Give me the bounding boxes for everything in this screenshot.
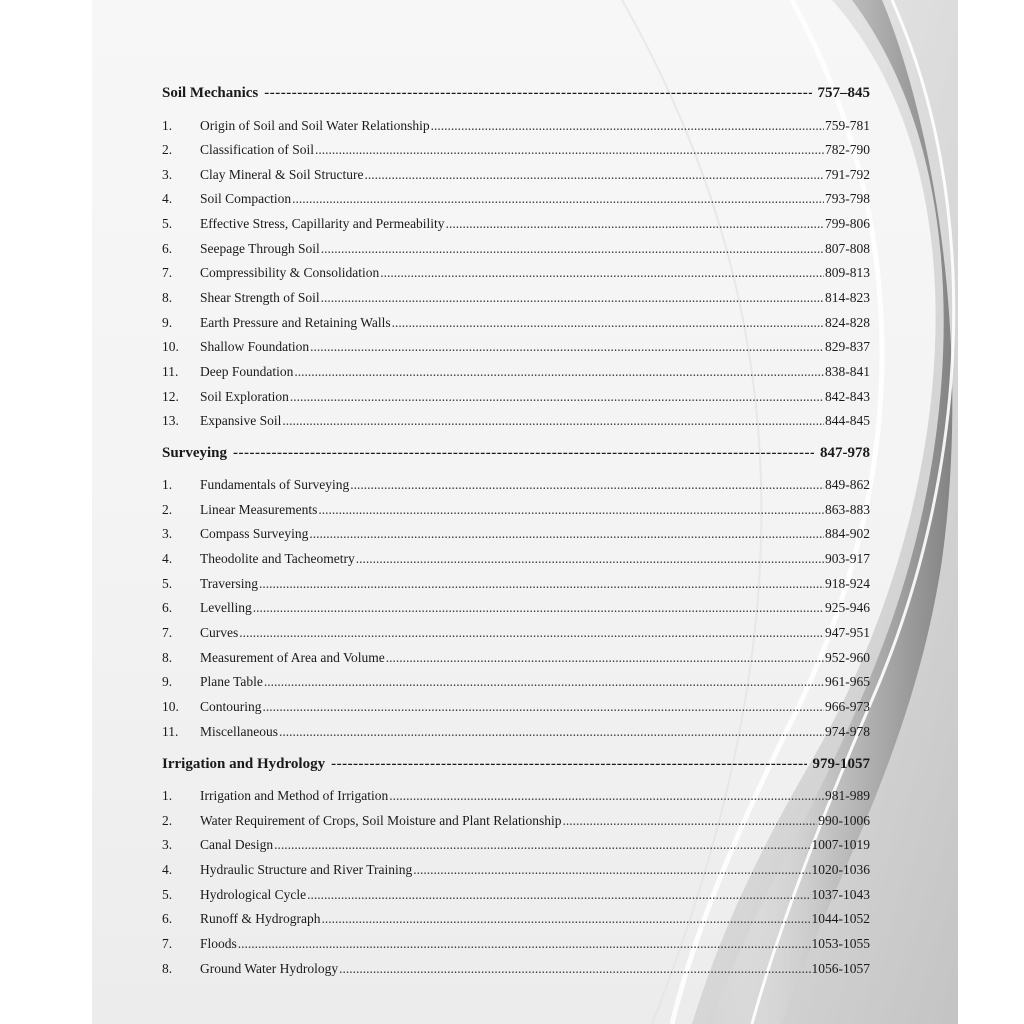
section-title: Soil Mechanics — [162, 85, 259, 101]
entry-pages: 974-978 — [825, 724, 870, 739]
dot-leader — [274, 836, 810, 853]
toc-entry — [162, 141, 870, 158]
toc-entry — [162, 599, 870, 616]
toc-entry — [162, 649, 870, 666]
toc-entry — [162, 363, 870, 380]
entry-pages: 814-823 — [825, 290, 870, 305]
dash-leader — [264, 84, 811, 102]
entry-pages: 925-946 — [825, 600, 870, 615]
dot-leader — [315, 141, 824, 158]
entry-number: 3. — [162, 167, 173, 182]
dot-leader — [290, 388, 824, 405]
toc-entry — [162, 935, 870, 952]
toc-entry — [162, 836, 870, 853]
entry-title: Runoff & Hydrograph — [200, 911, 321, 926]
toc-entry — [162, 550, 870, 567]
entry-number: 1. — [162, 118, 173, 133]
entry-title: Traversing — [200, 576, 259, 591]
toc-entry — [162, 673, 870, 690]
entry-number: 1. — [162, 788, 173, 803]
entry-pages: 1020-1036 — [811, 862, 870, 877]
entry-title: Plane Table — [200, 674, 263, 689]
entry-title: Classification of Soil — [200, 142, 314, 157]
entry-number: 6. — [162, 241, 173, 256]
dot-leader — [292, 190, 824, 207]
toc-entry — [162, 501, 870, 518]
dot-leader — [253, 599, 824, 616]
entry-title: Curves — [200, 625, 239, 640]
entry-number: 3. — [162, 526, 173, 541]
entry-pages: 1053-1055 — [811, 936, 870, 951]
entry-number: 2. — [162, 502, 173, 517]
dot-leader — [318, 501, 824, 518]
dot-leader — [321, 240, 824, 257]
toc-entry — [162, 412, 870, 429]
entry-pages: 791-792 — [825, 167, 870, 182]
section-heading — [162, 84, 870, 102]
entry-number: 11. — [162, 364, 179, 379]
dot-leader — [310, 338, 824, 355]
entry-pages: 990-1006 — [818, 813, 870, 828]
entry-number: 4. — [162, 551, 173, 566]
dot-leader — [380, 264, 824, 281]
entry-number: 8. — [162, 961, 173, 976]
entry-number: 7. — [162, 936, 173, 951]
entry-pages: 759-781 — [825, 118, 870, 133]
entry-pages: 884-902 — [825, 526, 870, 541]
dot-leader — [350, 476, 824, 493]
entry-pages: 799-806 — [825, 216, 870, 231]
dot-leader — [263, 698, 824, 715]
entry-pages: 809-813 — [825, 265, 870, 280]
dot-leader — [356, 550, 824, 567]
section-title: Irrigation and Hydrology — [162, 756, 326, 772]
entry-title: Clay Mineral & Soil Structure — [200, 167, 364, 182]
entry-title: Compressibility & Consolidation — [200, 265, 380, 280]
dot-leader — [389, 787, 824, 804]
toc-entry — [162, 314, 870, 331]
entry-pages: 807-808 — [825, 241, 870, 256]
entry-number: 10. — [162, 699, 179, 714]
entry-pages: 829-837 — [825, 339, 870, 354]
entry-pages: 1044-1052 — [811, 911, 870, 926]
toc-entry — [162, 812, 870, 829]
entry-title: Theodolite and Tacheometry — [200, 551, 355, 566]
entry-pages: 981-989 — [825, 788, 870, 803]
entry-pages: 838-841 — [825, 364, 870, 379]
entry-title: Origin of Soil and Soil Water Relationship — [200, 118, 430, 133]
dot-leader — [386, 649, 824, 666]
entry-number: 7. — [162, 625, 173, 640]
entry-title: Miscellaneous — [200, 724, 278, 739]
entry-number: 4. — [162, 862, 173, 877]
entry-number: 5. — [162, 216, 173, 231]
toc-entry — [162, 886, 870, 903]
entry-title: Floods — [200, 936, 237, 951]
entry-title: Effective Stress, Capillarity and Permeability — [200, 216, 445, 231]
entry-number: 2. — [162, 813, 173, 828]
entry-title: Contouring — [200, 699, 262, 714]
toc-entry — [162, 525, 870, 542]
dash-leader — [233, 444, 814, 462]
entry-number: 9. — [162, 674, 173, 689]
entry-title: Earth Pressure and Retaining Walls — [200, 315, 391, 330]
dot-leader — [446, 215, 824, 232]
entry-pages: 844-845 — [825, 413, 870, 428]
entry-title: Levelling — [200, 600, 252, 615]
toc-entry — [162, 624, 870, 641]
entry-pages: 961-965 — [825, 674, 870, 689]
entry-pages: 1056-1057 — [811, 961, 870, 976]
toc-entry — [162, 960, 870, 977]
dot-leader — [431, 117, 824, 134]
toc-entry — [162, 861, 870, 878]
entry-pages: 918-924 — [825, 576, 870, 591]
entry-title: Linear Measurements — [200, 502, 318, 517]
section-pages: 979-1057 — [812, 756, 870, 772]
entry-title: Measurement of Area and Volume — [200, 650, 385, 665]
table-of-contents — [92, 0, 958, 1024]
entry-pages: 1037-1043 — [811, 887, 870, 902]
dot-leader — [563, 812, 818, 829]
entry-number: 7. — [162, 265, 173, 280]
entry-pages: 863-883 — [825, 502, 870, 517]
dot-leader — [339, 960, 810, 977]
toc-entry — [162, 215, 870, 232]
entry-number: 10. — [162, 339, 179, 354]
entry-title: Deep Foundation — [200, 364, 294, 379]
dot-leader — [307, 886, 810, 903]
toc-entry — [162, 723, 870, 740]
toc-entry — [162, 476, 870, 493]
entry-pages: 782-790 — [825, 142, 870, 157]
entry-pages: 824-828 — [825, 315, 870, 330]
entry-number: 1. — [162, 477, 173, 492]
entry-number: 13. — [162, 413, 179, 428]
entry-title: Canal Design — [200, 837, 274, 852]
dot-leader — [238, 935, 811, 952]
entry-number: 8. — [162, 650, 173, 665]
entry-pages: 947-951 — [825, 625, 870, 640]
section-pages: 757–845 — [817, 85, 870, 101]
entry-pages: 966-973 — [825, 699, 870, 714]
dot-leader — [364, 166, 824, 183]
dot-leader — [392, 314, 824, 331]
document-page — [92, 0, 958, 1024]
toc-entry — [162, 338, 870, 355]
entry-number: 9. — [162, 315, 173, 330]
section-heading — [162, 444, 870, 462]
dot-leader — [321, 289, 824, 306]
toc-entry — [162, 698, 870, 715]
entry-title: Ground Water Hydrology — [200, 961, 339, 976]
entry-number: 6. — [162, 911, 173, 926]
dot-leader — [239, 624, 824, 641]
entry-number: 8. — [162, 290, 173, 305]
entry-title: Soil Compaction — [200, 191, 292, 206]
dot-leader — [282, 412, 824, 429]
toc-entry — [162, 264, 870, 281]
entry-pages: 842-843 — [825, 389, 870, 404]
toc-entry — [162, 910, 870, 927]
entry-number: 6. — [162, 600, 173, 615]
entry-pages: 952-960 — [825, 650, 870, 665]
dot-leader — [322, 910, 811, 927]
entry-number: 11. — [162, 724, 179, 739]
entry-title: Seepage Through Soil — [200, 241, 320, 256]
entry-pages: 793-798 — [825, 191, 870, 206]
toc-entry — [162, 388, 870, 405]
dot-leader — [279, 723, 824, 740]
dot-leader — [309, 525, 824, 542]
entry-title: Hydraulic Structure and River Training — [200, 862, 413, 877]
section-title: Surveying — [162, 445, 228, 461]
entry-title: Hydrological Cycle — [200, 887, 307, 902]
dot-leader — [264, 673, 824, 690]
dot-leader — [294, 363, 824, 380]
entry-number: 3. — [162, 837, 173, 852]
entry-pages: 903-917 — [825, 551, 870, 566]
dash-leader — [331, 755, 806, 773]
entry-title: Compass Surveying — [200, 526, 309, 541]
toc-entry — [162, 166, 870, 183]
entry-title: Water Requirement of Crops, Soil Moisture and Plant Relationship — [200, 813, 562, 828]
section-pages: 847-978 — [820, 445, 870, 461]
toc-entry — [162, 289, 870, 306]
toc-entry — [162, 117, 870, 134]
toc-entry — [162, 575, 870, 592]
dot-leader — [413, 861, 810, 878]
entry-number: 5. — [162, 576, 173, 591]
entry-number: 12. — [162, 389, 179, 404]
entry-title: Expansive Soil — [200, 413, 282, 428]
entry-number: 4. — [162, 191, 173, 206]
entry-number: 2. — [162, 142, 173, 157]
toc-entry — [162, 190, 870, 207]
toc-entry — [162, 240, 870, 257]
entry-title: Fundamentals of Surveying — [200, 477, 350, 492]
entry-title: Irrigation and Method of Irrigation — [200, 788, 389, 803]
entry-number: 5. — [162, 887, 173, 902]
entry-title: Soil Exploration — [200, 389, 289, 404]
toc-entry — [162, 787, 870, 804]
entry-title: Shear Strength of Soil — [200, 290, 320, 305]
entry-pages: 849-862 — [825, 477, 870, 492]
dot-leader — [259, 575, 824, 592]
entry-pages: 1007-1019 — [811, 837, 870, 852]
entry-title: Shallow Foundation — [200, 339, 310, 354]
section-heading — [162, 755, 870, 773]
